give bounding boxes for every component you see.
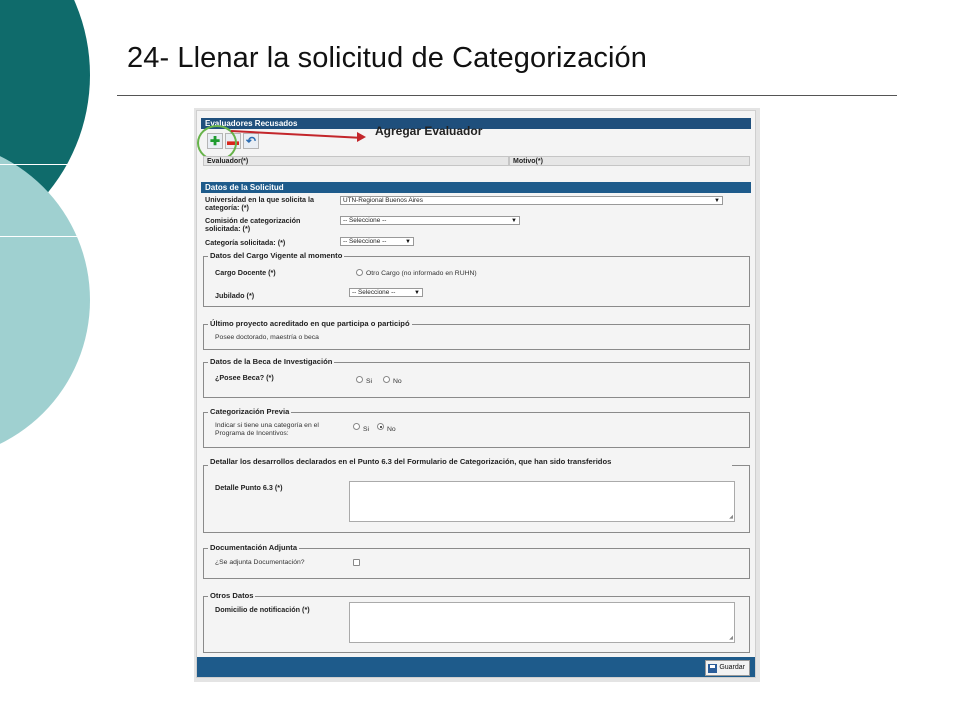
- universidad-select[interactable]: [340, 196, 723, 205]
- categoria-value: -- Seleccione --: [343, 238, 387, 245]
- save-label: Guardar: [719, 664, 745, 671]
- decorative-circle-light: [0, 140, 90, 460]
- chevron-down-icon: ▼: [414, 290, 420, 296]
- cargo-legend: Datos del Cargo Vigente al momento: [210, 251, 343, 260]
- beca-si-radio[interactable]: [356, 376, 363, 383]
- proyecto-legend: Último proyecto acreditado en que participa o participó: [210, 319, 410, 328]
- chevron-down-icon: ▼: [714, 198, 720, 204]
- previa-si-label: Si: [363, 426, 370, 433]
- jubilado-label: Jubilado (*): [215, 291, 255, 300]
- comision-select[interactable]: [340, 216, 520, 225]
- previa-no-label: No: [387, 426, 396, 433]
- otro-cargo-label: Otro Cargo (no informado en RUHN): [366, 270, 477, 277]
- beca-no-label: No: [393, 378, 402, 385]
- previa-no-radio[interactable]: [377, 423, 384, 430]
- beca-legend: Datos de la Beca de Investigación: [210, 357, 333, 366]
- decorative-line: [0, 164, 92, 165]
- save-icon: [708, 664, 717, 673]
- annotation-arrow-head: [357, 132, 366, 142]
- chevron-down-icon: ▼: [405, 239, 411, 245]
- annotation-label: Agregar Evaluador: [375, 124, 483, 138]
- comision-value: -- Seleccione --: [343, 217, 387, 224]
- proyecto-text: Posee doctorado, maestría o beca: [215, 334, 319, 341]
- beca-label: ¿Posee Beca? (*): [215, 373, 274, 382]
- comision-label: Comisión de categorización solicitada: (*): [205, 216, 301, 233]
- detalle-label: Detalle Punto 6.3 (*): [215, 483, 283, 492]
- resize-handle-icon[interactable]: ◢: [729, 514, 733, 520]
- solicitud-header: Datos de la Solicitud: [201, 182, 751, 193]
- categoria-label: Categoría solicitada: (*): [205, 238, 286, 247]
- column-evaluador: Evaluador(*): [203, 156, 509, 166]
- documentacion-legend: Documentación Adjunta: [210, 543, 298, 552]
- categoria-select[interactable]: [340, 237, 414, 246]
- form-screenshot: [194, 108, 760, 682]
- column-motivo: Motivo(*): [509, 156, 750, 166]
- beca-fieldset: [203, 362, 750, 398]
- decorative-line: [0, 236, 92, 237]
- evaluadores-header: Evaluadores Recusados: [201, 118, 751, 129]
- remove-evaluator-button[interactable]: ▬: [227, 134, 239, 148]
- slide-title: 24- Llenar la solicitud de Categorización: [127, 42, 647, 74]
- beca-si-label: Si: [366, 378, 373, 385]
- jubilado-value: -- Seleccione --: [352, 289, 396, 296]
- jubilado-select[interactable]: [349, 288, 423, 297]
- form-footer: [197, 657, 755, 677]
- universidad-value: UTN-Regional Buenos Aires: [343, 197, 423, 204]
- add-evaluator-button[interactable]: ✚: [207, 133, 223, 149]
- documentacion-label: ¿Se adjunta Documentación?: [215, 559, 305, 566]
- desarrollos-legend: Detallar los desarrollos declarados en el Punto 6.3 del Formulario de Categorización, que han sido transferidos: [208, 457, 732, 466]
- documentacion-checkbox[interactable]: [353, 559, 360, 566]
- beca-no-radio[interactable]: [383, 376, 390, 383]
- previa-label: Indicar si tiene una categoría en el Programa de Incentivos:: [215, 422, 319, 437]
- cargo-fieldset: [203, 256, 750, 307]
- resize-handle-icon[interactable]: ◢: [729, 635, 733, 641]
- undo-button[interactable]: ↶: [243, 133, 259, 149]
- domicilio-label: Domicilio de notificación (*): [215, 605, 310, 614]
- detalle-textarea[interactable]: [349, 481, 735, 522]
- universidad-label: Universidad en la que solicita la categoría: (*): [205, 195, 315, 212]
- save-button[interactable]: [705, 660, 750, 676]
- otros-legend: Otros Datos: [210, 591, 254, 600]
- cargo-docente-label: Cargo Docente (*): [215, 268, 276, 277]
- otro-cargo-radio[interactable]: [356, 269, 363, 276]
- form-panel: [196, 110, 756, 678]
- chevron-down-icon: ▼: [511, 218, 517, 224]
- title-divider: [117, 95, 897, 96]
- domicilio-textarea[interactable]: [349, 602, 735, 643]
- previa-si-radio[interactable]: [353, 423, 360, 430]
- previa-legend: Categorización Previa: [210, 407, 290, 416]
